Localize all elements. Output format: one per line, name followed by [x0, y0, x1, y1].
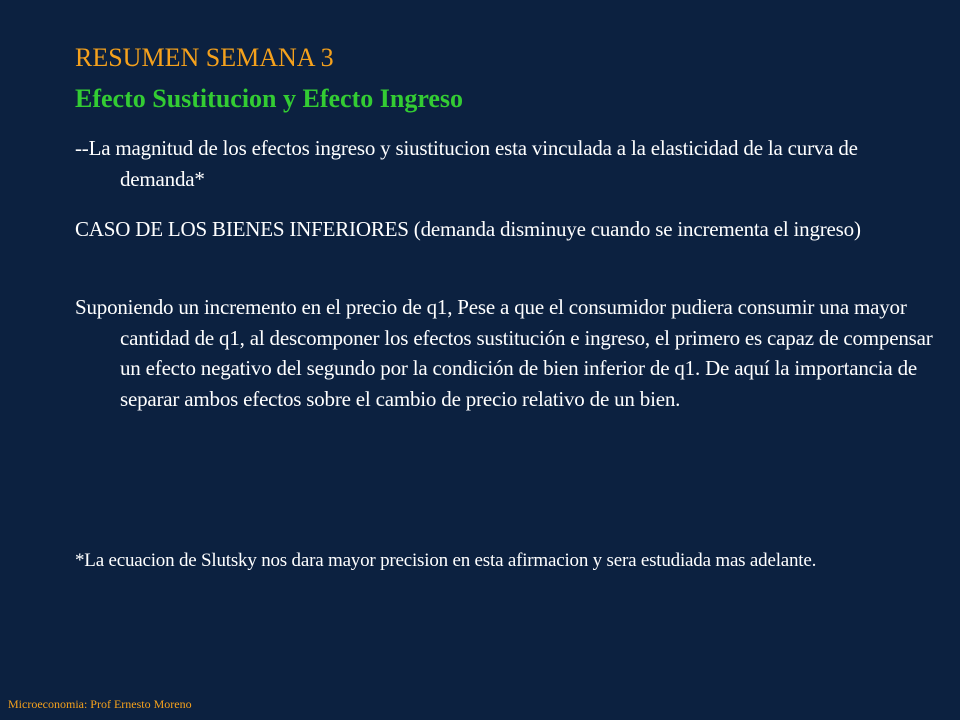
paragraph-incremento-precio: Suponiendo un incremento en el precio de q1, Pese a que el consumidor pudiera consumir una mayor cantidad de q1, al descomponer los efectos sustitución e ingreso, el primero es capaz de compensar un efecto negativo del segundo por la condición de bien inferior de q1. De aquí la importancia de separar ambos efectos sobre el cambio de precio relativo de un bien. — [75, 295, 933, 411]
paragraph-magnitude-efectos: --La magnitud de los efectos ingreso y siustitucion esta vinculada a la elasticidad de la curva de demanda* — [75, 136, 858, 191]
slide-title: RESUMEN SEMANA 3 — [75, 43, 334, 72]
slide-subtitle: Efecto Sustitucion y Efecto Ingreso — [75, 84, 464, 113]
paragraph-bienes-inferiores: CASO DE LOS BIENES INFERIORES (demanda disminuye cuando se incrementa el ingreso) — [75, 217, 861, 241]
slide-footer: Microeconomia: Prof Ernesto Moreno — [8, 697, 192, 711]
paragraph-footnote-slutsky: *La ecuacion de Slutsky nos dara mayor precision en esta afirmacion y sera estudiada mas adelante. — [75, 550, 817, 571]
